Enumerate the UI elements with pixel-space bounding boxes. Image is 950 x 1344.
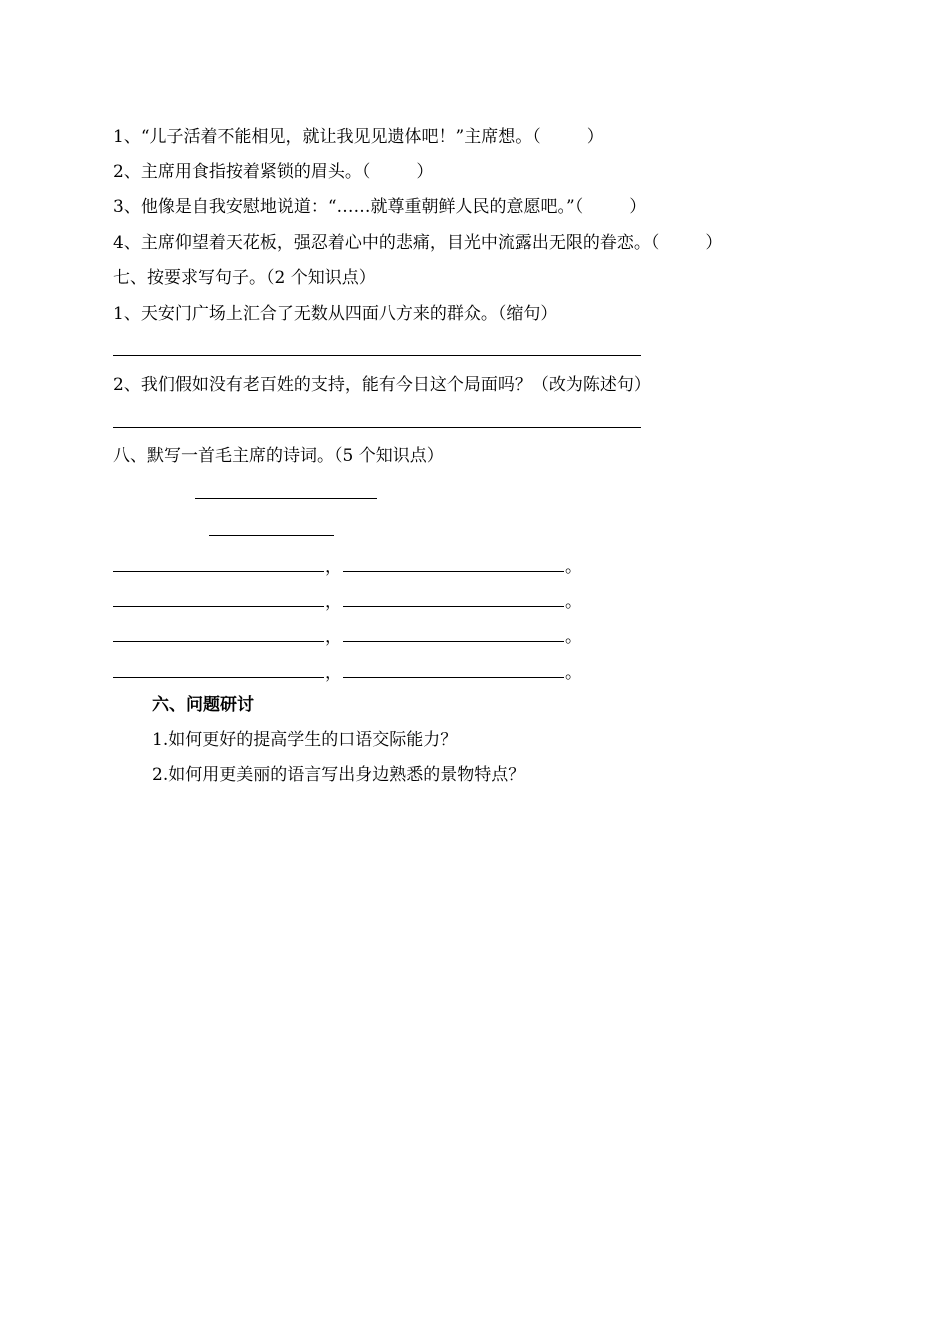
item-3-close: ）: [629, 197, 647, 217]
poem-line-4b[interactable]: [343, 677, 564, 678]
poem-line-1b[interactable]: [343, 571, 564, 572]
item-4-close: ）: [705, 233, 723, 253]
research-q2: 2.如何用更美丽的语言写出身边熟悉的景物特点？: [152, 765, 526, 785]
section7-q2: 2、我们假如没有老百姓的支持，能有今日这个局面吗？（改为陈述句）: [113, 375, 651, 395]
poem-period-4: 。: [565, 663, 582, 683]
poem-comma-2: ，: [325, 592, 342, 612]
poem-line-3a[interactable]: [113, 641, 324, 642]
section7-q2-answer-line[interactable]: [113, 427, 641, 428]
section7-q1-answer-line[interactable]: [113, 355, 641, 356]
section7-q1: 1、天安门广场上汇合了无数从四面八方来的群众。（缩句）: [113, 304, 558, 324]
research-heading: 六、问题研讨: [152, 695, 254, 715]
section7-heading: 七、按要求写句子。（2 个知识点）: [113, 268, 376, 288]
item-2-text: 2、主席用食指按着紧锁的眉头。（: [113, 162, 371, 182]
poem-comma-4: ，: [325, 663, 342, 683]
poem-line-2b[interactable]: [343, 606, 564, 607]
poem-line-1a[interactable]: [113, 571, 324, 572]
research-q1: 1.如何更好的提高学生的口语交际能力？: [152, 730, 458, 750]
item-4: [113, 233, 722, 253]
item-4-text: 4、主席仰望着天花板，强忍着心中的悲痛，目光中流露出无限的眷恋。（: [113, 233, 660, 253]
item-2: [113, 162, 433, 182]
poem-line-4a[interactable]: [113, 677, 324, 678]
poem-comma-3: ，: [325, 627, 342, 647]
poem-author-line[interactable]: [209, 535, 334, 536]
item-2-close: ）: [416, 162, 434, 182]
poem-line-3b[interactable]: [343, 641, 564, 642]
poem-period-1: 。: [565, 557, 582, 577]
item-3: [113, 197, 646, 217]
section8-heading: 八、默写一首毛主席的诗词。（5 个知识点）: [113, 446, 444, 466]
item-1-close: ）: [586, 127, 604, 147]
poem-period-3: 。: [565, 627, 582, 647]
poem-title-line[interactable]: [195, 498, 377, 499]
item-1: [113, 127, 604, 147]
item-1-text: 1、“儿子活着不能相见，就让我见见遗体吧！”主席想。（: [113, 127, 541, 147]
poem-period-2: 。: [565, 592, 582, 612]
poem-comma-1: ，: [325, 557, 342, 577]
poem-line-2a[interactable]: [113, 606, 324, 607]
item-3-text: 3、他像是自我安慰地说道：“……就尊重朝鲜人民的意愿吧。”（: [113, 197, 584, 217]
